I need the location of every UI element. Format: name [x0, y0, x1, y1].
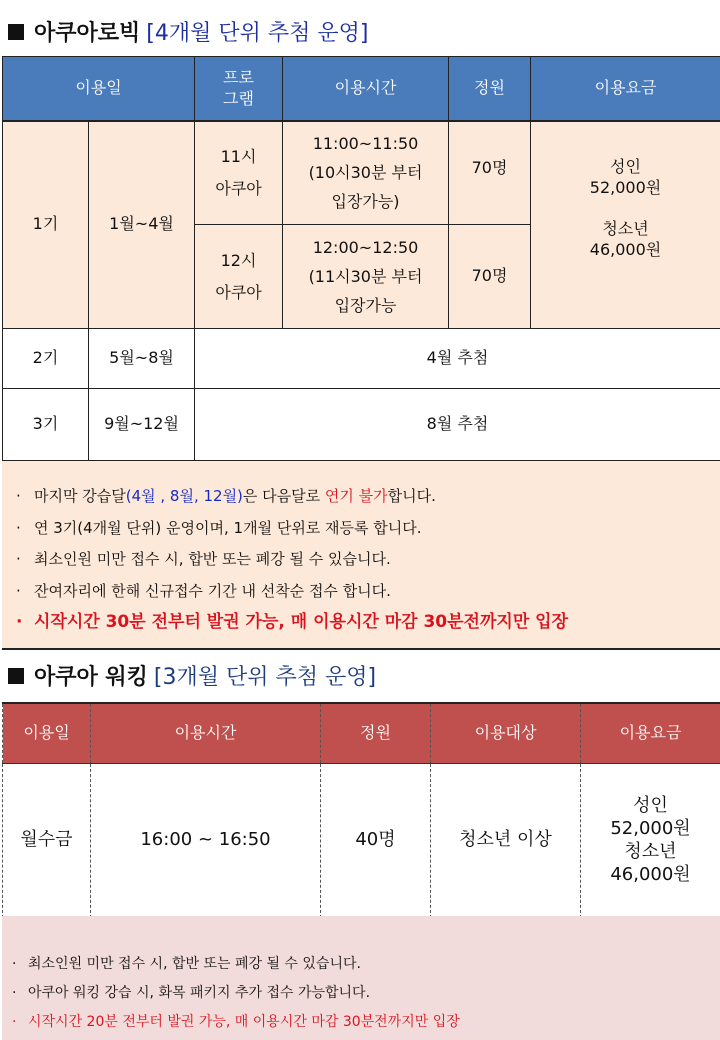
bullet-dot-icon: ·: [12, 1014, 17, 1030]
walking-days: 월수금: [3, 763, 91, 917]
note-4: [16, 576, 720, 608]
fee-youth-label: 청소년: [602, 218, 649, 238]
term-2: 2기: [3, 329, 89, 389]
time-12: [283, 225, 449, 329]
note-2-text: 연 3기(4개월 단위) 운영이며, 1개월 단위로 재등록 합니다.: [34, 518, 422, 537]
walking-fee-cell: [581, 763, 720, 917]
walking-header-days: 이용일: [3, 703, 91, 763]
term-2-note: 4월 추첨: [195, 329, 720, 389]
capacity-12: 70명: [449, 225, 531, 329]
header-program-line2: 그램: [223, 89, 254, 109]
walking-header-time: 이용시간: [91, 703, 321, 763]
aqua-walking-title-main: 아쿠아 워킹: [34, 665, 148, 690]
aquarobic-title-main: 아쿠아로빅: [34, 21, 141, 46]
bullet-dot-icon: ·: [16, 518, 21, 537]
program-12-line1: 12시: [220, 250, 257, 270]
term-3-months: 9월~12월: [89, 389, 195, 461]
program-12-line2: 아쿠아: [215, 282, 262, 302]
bullet-dot-icon: ·: [16, 487, 21, 505]
note-1-a: 마지막 강습달: [34, 487, 126, 505]
bullet-dot-icon: ·: [16, 550, 21, 568]
walking-fee-adult: 52,000원: [610, 818, 691, 839]
aquarobic-title: [8, 16, 368, 47]
bullet-dot-icon: ·: [16, 612, 23, 632]
header-fee: 이용요금: [531, 57, 720, 121]
note-1-c: 은 다음달로: [242, 487, 325, 505]
note-3: [16, 544, 720, 576]
aquarobic-notes: [2, 460, 720, 650]
time-11-line1: 11:00~11:50: [312, 134, 419, 154]
fee-youth: 46,000원: [589, 239, 662, 259]
bullet-dot-icon: ·: [12, 985, 17, 1001]
bullet-dot-icon: ·: [16, 581, 21, 600]
header-use-time: 이용시간: [283, 57, 449, 121]
fee-adult: 52,000원: [589, 177, 662, 197]
note-2: [16, 513, 720, 545]
walking-header-target: 이용대상: [431, 703, 581, 763]
black-square-icon: [8, 668, 24, 684]
term-1-months: 1월~4월: [89, 121, 195, 329]
walking-header-capacity: 정원: [321, 703, 431, 763]
program-11-line1: 11시: [220, 146, 257, 166]
note-1-e: 합니다.: [387, 487, 436, 505]
aqua-walking-title-accent: [3개월 단위 추첨 운영]: [153, 665, 377, 690]
term-1: 1기: [3, 121, 89, 329]
note-1: [16, 481, 720, 513]
time-11-line3: 입장가능): [331, 192, 400, 212]
program-11-line2: 아쿠아: [215, 178, 262, 198]
term-3: 3기: [3, 389, 89, 461]
header-capacity: 정원: [449, 57, 531, 121]
note-4-text: 잔여자리에 한해 신규접수 기간 내 선착순 접수 합니다.: [34, 581, 391, 600]
term-3-note: 8월 추첨: [195, 389, 720, 461]
program-11: [195, 121, 283, 225]
fee-adult-label: 성인: [610, 156, 641, 176]
walking-fee-youth: 46,000원: [610, 864, 691, 885]
aquarobic-schedule-table: [2, 56, 720, 461]
walking-note-3-text: 시작시간 20분 전부터 발권 가능, 매 이용시간 마감 30분전까지만 입장: [28, 1014, 460, 1030]
walking-note-1-text: 최소인원 미만 접수 시, 합반 또는 폐강 될 수 있습니다.: [28, 956, 361, 972]
bullet-dot-icon: ·: [12, 956, 17, 972]
walking-target: 청소년 이상: [431, 763, 581, 917]
walking-fee-youth-label: 청소년: [624, 841, 677, 862]
walking-time: 16:00 ~ 16:50: [91, 763, 321, 917]
note-5: [16, 607, 720, 639]
note-1-months: (4월 , 8월, 12월): [125, 487, 243, 505]
fee-cell: [531, 121, 720, 329]
note-3-text: 최소인원 미만 접수 시, 합반 또는 폐강 될 수 있습니다.: [34, 550, 391, 568]
note-1-no-postpone: 연기 불가: [324, 487, 388, 505]
time-12-line2: (11시30분 부터: [308, 267, 423, 286]
header-use-date: 이용일: [3, 57, 195, 121]
time-12-line3: 입장가능: [334, 296, 397, 315]
walking-note-3: [12, 1008, 720, 1037]
walking-fee-adult-label: 성인: [633, 795, 668, 816]
term-2-months: 5월~8월: [89, 329, 195, 389]
walking-capacity: 40명: [321, 763, 431, 917]
time-11-line2: (10시30분 부터: [308, 163, 423, 183]
black-square-icon: [8, 24, 24, 40]
header-program-line1: 프로: [223, 67, 254, 87]
aqua-walking-title: [8, 660, 376, 691]
time-12-line1: 12:00~12:50: [312, 238, 419, 257]
aqua-walking-notes: [2, 916, 720, 1040]
walking-note-2: [12, 979, 720, 1008]
walking-header-fee: 이용요금: [581, 703, 720, 763]
time-11: [283, 121, 449, 225]
capacity-11: 70명: [449, 121, 531, 225]
program-12: [195, 225, 283, 329]
walking-note-2-text: 아쿠아 워킹 강습 시, 화목 패키지 추가 접수 가능합니다.: [28, 985, 371, 1001]
walking-note-1: [12, 950, 720, 979]
header-program: [195, 57, 283, 121]
aquarobic-title-accent: [4개월 단위 추첨 운영]: [146, 21, 369, 46]
aqua-walking-table: [2, 702, 720, 918]
note-5-text: 시작시간 30분 전부터 발권 가능, 매 이용시간 마감 30분전까지만 입장: [34, 612, 569, 632]
